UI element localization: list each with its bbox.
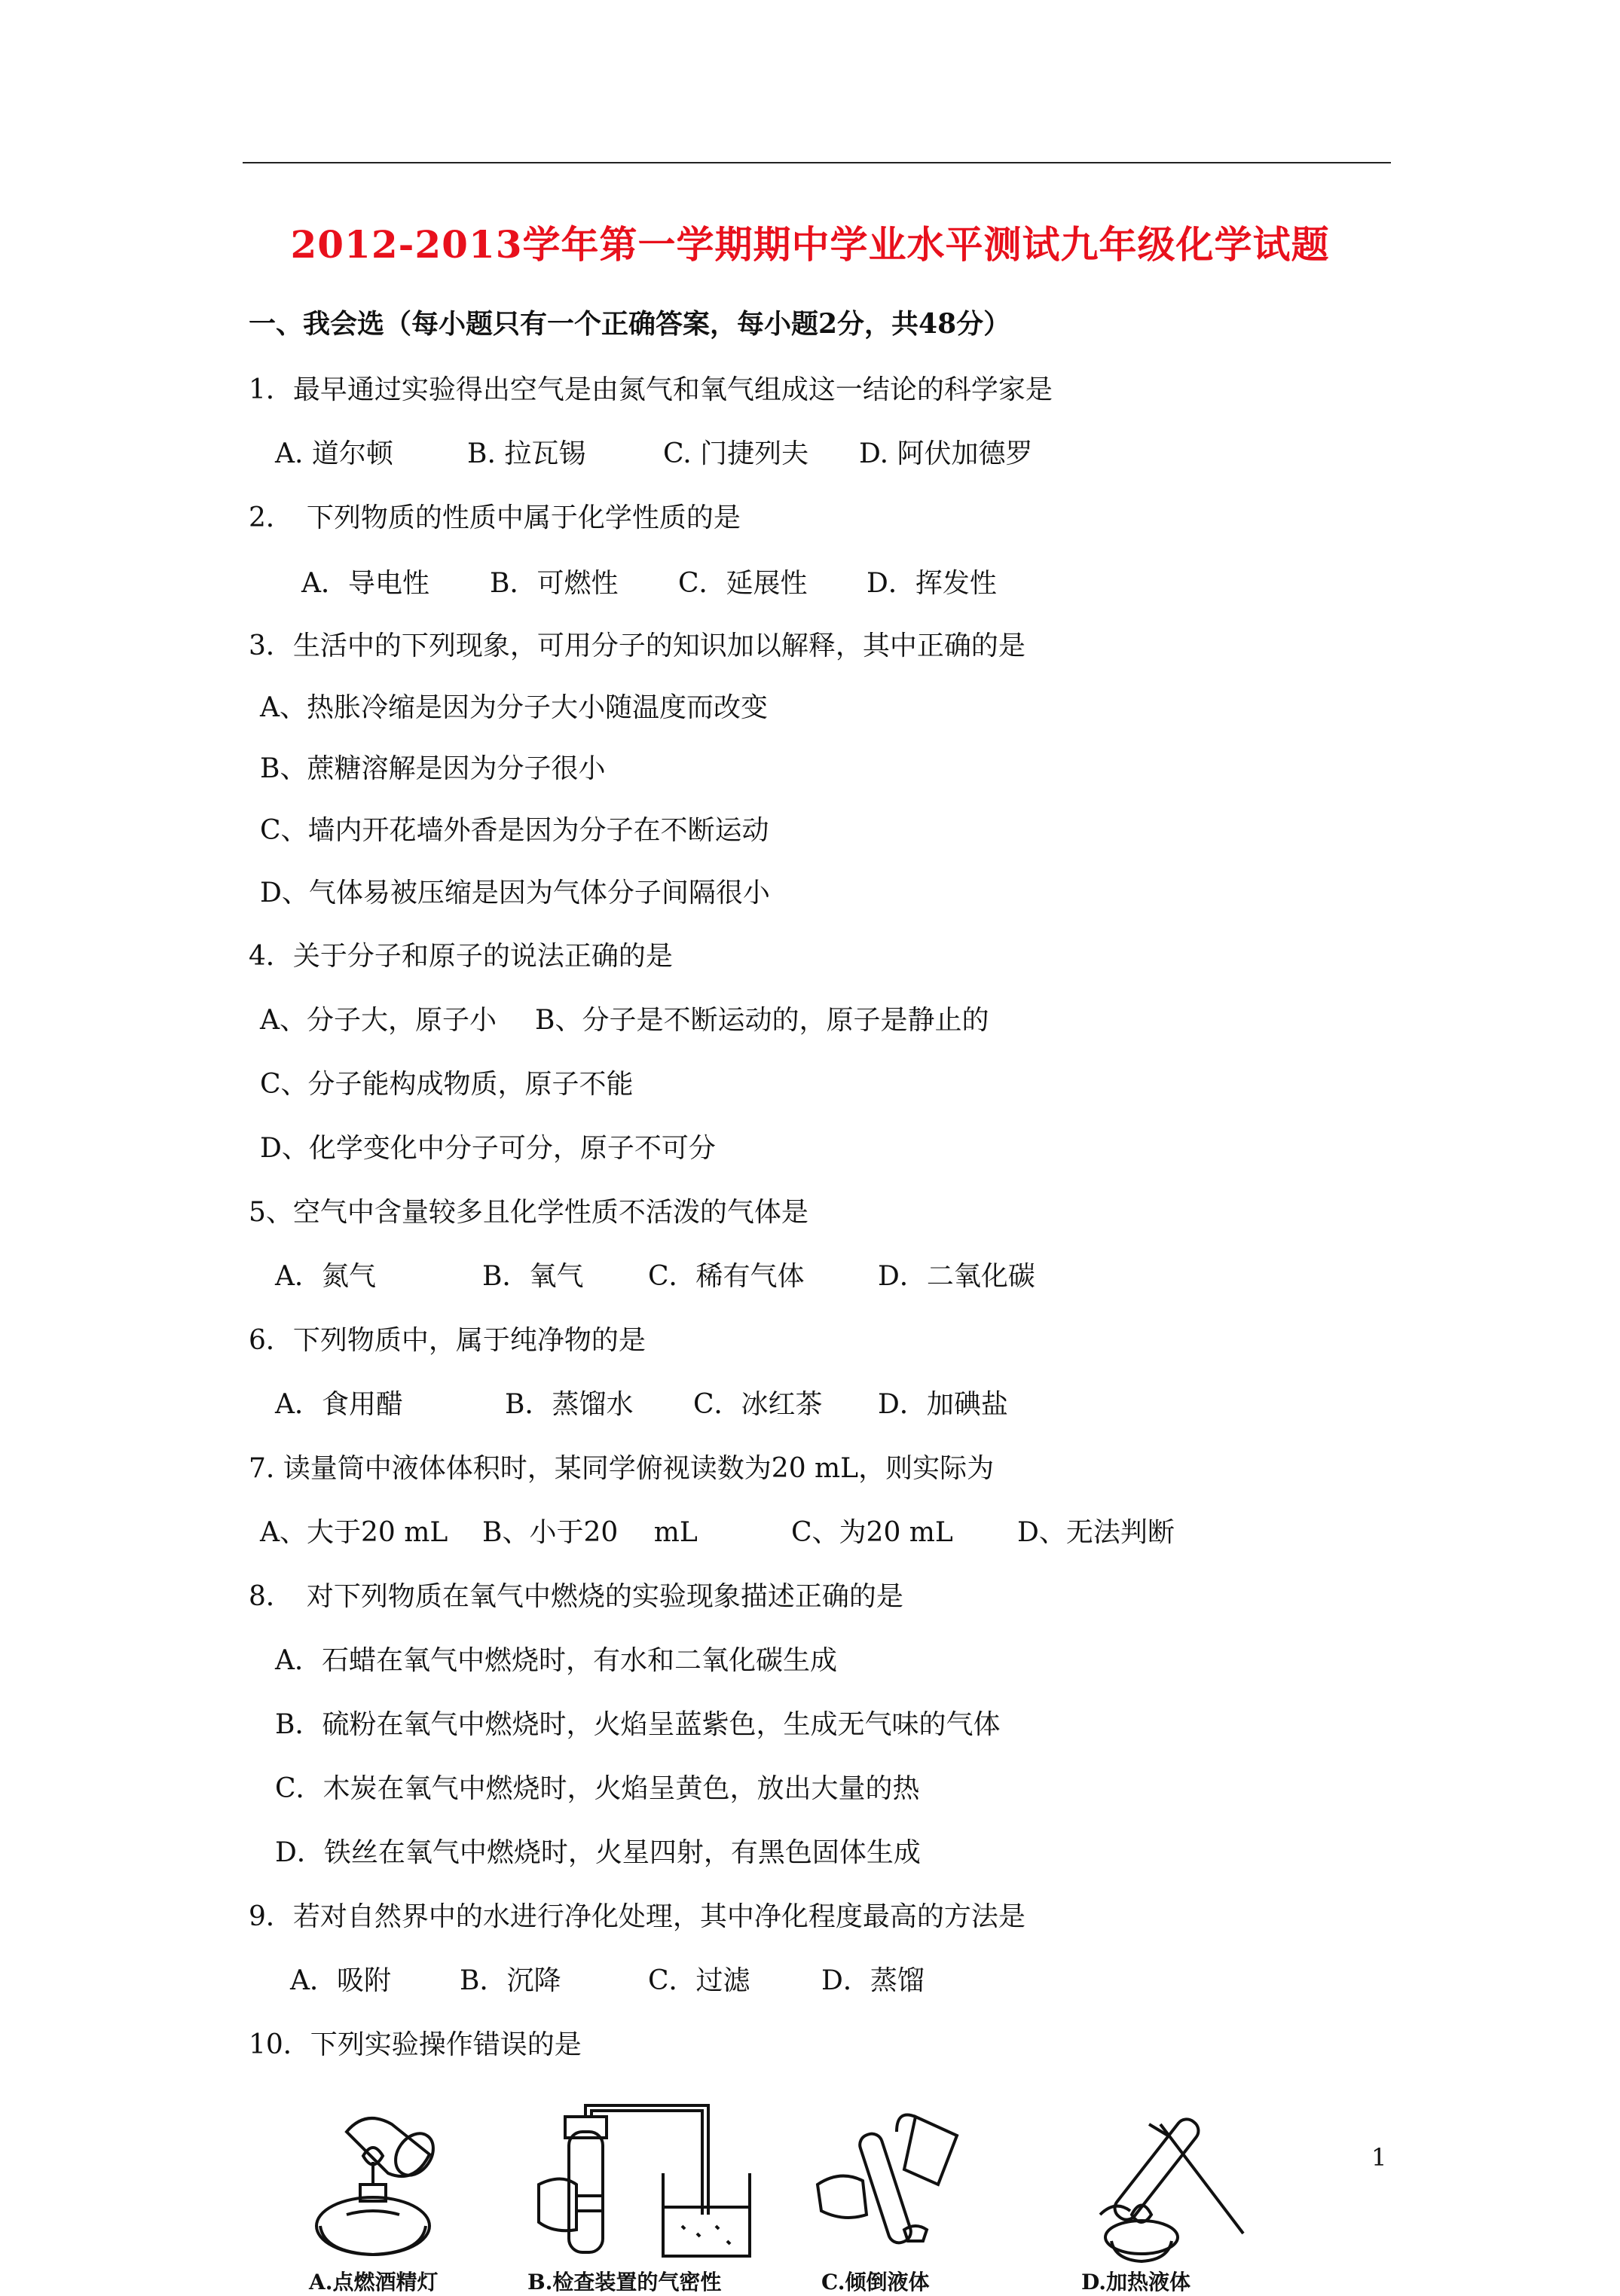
question-9-option-d: D．蒸馏: [821, 1965, 925, 1996]
question-5-option-c: C．稀有气体: [648, 1261, 805, 1292]
question-5-option-a: A．氮气: [275, 1261, 376, 1292]
figure-d-heating-liquid-icon: [1070, 2102, 1251, 2264]
question-7-option-b: B、小于20 mL: [482, 1517, 698, 1548]
figure-c-caption: C.倾倒液体: [821, 2270, 930, 2294]
question-3-option-a: A、热胀冷缩是因为分子大小随温度而改变: [260, 692, 768, 723]
question-4-option-b: B、分子是不断运动的，原子是静止的: [535, 1005, 989, 1036]
question-5-option-b: B．氧气: [482, 1261, 584, 1292]
question-8-stem: 8． 对下列物质在氧气中燃烧的实验现象描述正确的是: [249, 1581, 903, 1612]
question-3-option-d: D、气体易被压缩是因为气体分子间隔很小: [260, 878, 770, 908]
figure-d-caption: D.加热液体: [1081, 2270, 1191, 2294]
question-2-option-b: B．可燃性: [490, 568, 619, 599]
header-rule: [243, 162, 1391, 163]
question-9-option-c: C．过滤: [648, 1965, 750, 1996]
question-6-option-c: C．冰红茶: [693, 1389, 823, 1420]
question-9-option-b: B．沉降: [460, 1965, 561, 1996]
question-1-option-c: C. 门捷列夫: [663, 438, 809, 469]
question-9-option-a: A．吸附: [290, 1965, 391, 1996]
question-7-stem: 7. 读量筒中液体体积时，某同学俯视读数为20 mL，则实际为: [249, 1453, 995, 1484]
question-3-stem: 3．生活中的下列现象，可用分子的知识加以解释，其中正确的是: [249, 630, 1025, 661]
figure-a-caption: A.点燃酒精灯: [309, 2270, 439, 2294]
question-1-option-d: D. 阿伏加德罗: [859, 438, 1033, 469]
question-10-stem: 10．下列实验操作错误的是: [249, 2029, 582, 2060]
question-6-option-a: A．食用醋: [275, 1389, 403, 1420]
question-4-option-a: A、分子大，原子小: [260, 1005, 497, 1036]
question-8-option-a: A．石蜡在氧气中燃烧时，有水和二氧化碳生成: [275, 1645, 837, 1676]
question-9-stem: 9．若对自然界中的水进行净化处理，其中净化程度最高的方法是: [249, 1901, 1025, 1932]
question-6-stem: 6．下列物质中，属于纯净物的是: [249, 1325, 646, 1356]
question-6-option-b: B．蒸馏水: [505, 1389, 634, 1420]
question-2-option-a: A．导电性: [301, 568, 429, 599]
question-5-option-d: D．二氧化碳: [878, 1261, 1035, 1292]
question-8-option-d: D．铁丝在氧气中燃烧时，火星四射，有黑色固体生成: [275, 1837, 921, 1868]
question-7-option-a: A、大于20 mL: [260, 1517, 448, 1548]
question-4-option-c: C、分子能构成物质，原子不能: [260, 1069, 634, 1100]
question-8-option-c: C．木炭在氧气中燃烧时，火焰呈黄色，放出大量的热: [275, 1773, 920, 1804]
figure-b-airtightness-icon: [524, 2102, 765, 2264]
question-8-option-b: B．硫粉在氧气中燃烧时，火焰呈蓝紫色，生成无气味的气体: [275, 1709, 1001, 1740]
question-6-option-d: D．加碘盐: [878, 1389, 1008, 1420]
figure-b-caption: B.检查装置的气密性: [527, 2270, 722, 2294]
question-4-stem: 4．关于分子和原子的说法正确的是: [249, 941, 673, 972]
question-4-option-d: D、化学变化中分子可分，原子不可分: [260, 1133, 716, 1164]
question-1-option-b: B. 拉瓦锡: [467, 438, 586, 469]
question-3-option-c: C、墙内开花墙外香是因为分子在不断运动: [260, 815, 769, 846]
question-1-option-a: A. 道尔顿: [275, 438, 393, 469]
question-2-option-d: D．挥发性: [867, 568, 997, 599]
question-7-option-d: D、无法判断: [1017, 1517, 1175, 1548]
section-heading: 一、我会选（每小题只有一个正确答案，每小题2分，共48分）: [249, 308, 1011, 340]
question-2-stem: 2． 下列物质的性质中属于化学性质的是: [249, 502, 741, 533]
question-1-stem: 1．最早通过实验得出空气是由氮气和氧气组成这一结论的科学家是: [249, 374, 1053, 405]
figure-a-alcohol-lamp-icon: [301, 2102, 467, 2264]
question-7-option-c: C、为20 mL: [791, 1517, 953, 1548]
question-2-option-c: C．延展性: [678, 568, 808, 599]
question-5-stem: 5、空气中含量较多且化学性质不活泼的气体是: [249, 1197, 808, 1228]
page-title: 2012-2013学年第一学期期中学业水平测试九年级化学试题: [290, 222, 1330, 267]
page-number: 1: [1371, 2143, 1387, 2172]
figure-c-pouring-liquid-icon: [810, 2102, 976, 2264]
question-3-option-b: B、蔗糖溶解是因为分子很小: [260, 753, 606, 784]
